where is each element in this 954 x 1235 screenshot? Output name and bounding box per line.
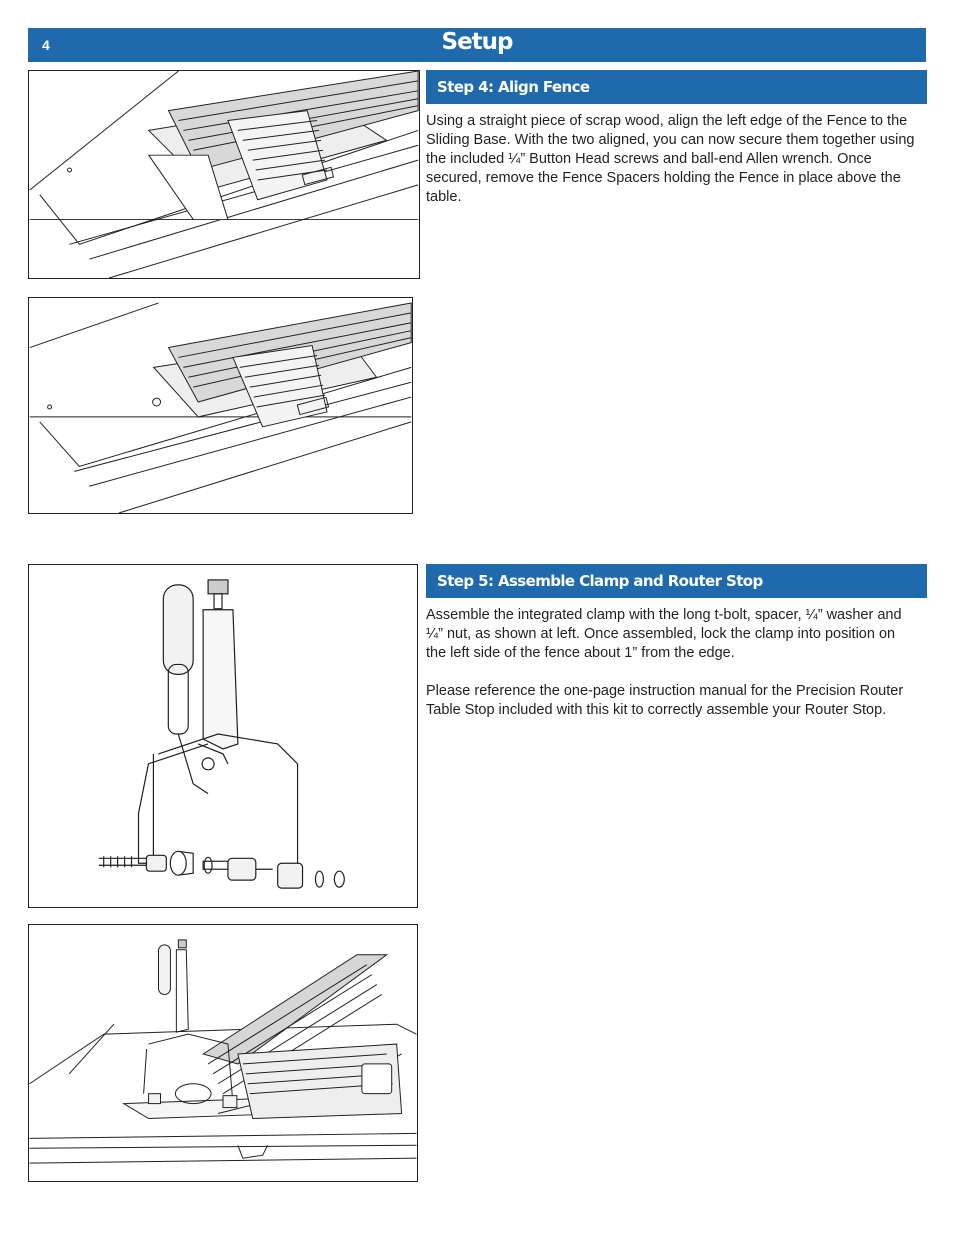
- step4-heading: Step 4: Align Fence: [437, 78, 590, 96]
- page-number: 4: [42, 37, 50, 53]
- step4-paragraph: Using a straight piece of scrap wood, align the left edge of the Fence to the Sliding Base. With the two aligned, you can now secure them together using the included ¼” Button Head screws and ball-end Allen wrench. Once secured, remove the Fence Spacers holding the Fence in place above the table.: [426, 113, 915, 205]
- step5-body: [426, 606, 916, 719]
- step5-heading: Step 5: Assemble Clamp and Router Stop: [437, 572, 763, 590]
- fence-align-figure-1: [28, 70, 420, 279]
- clamp-parts-illustration: [29, 565, 417, 907]
- clamp-assembly-figure: [28, 564, 418, 908]
- page-header: [28, 28, 926, 62]
- step5-paragraph-1: Assemble the integrated clamp with the long t-bolt, spacer, ¼” washer and ¼” nut, as shown at left. Once assembled, lock the clamp into position on the left side of the fence about 1” from the edge.: [426, 607, 902, 661]
- step5-paragraph-2: Please reference the one-page instruction manual for the Precision Router Table Stop included with this kit to correctly assemble your Router Stop.: [426, 682, 904, 718]
- clamp-on-fence-illustration: [29, 925, 417, 1181]
- page-title: Setup: [441, 29, 513, 55]
- step4-body: [426, 112, 916, 207]
- clamp-mounted-figure: [28, 924, 418, 1182]
- step4-heading-bar: [426, 70, 927, 104]
- fence-secured-illustration: [29, 298, 412, 513]
- fence-spacer-illustration: [29, 71, 419, 278]
- step5-heading-bar: [426, 564, 927, 598]
- fence-align-figure-2: [28, 297, 413, 514]
